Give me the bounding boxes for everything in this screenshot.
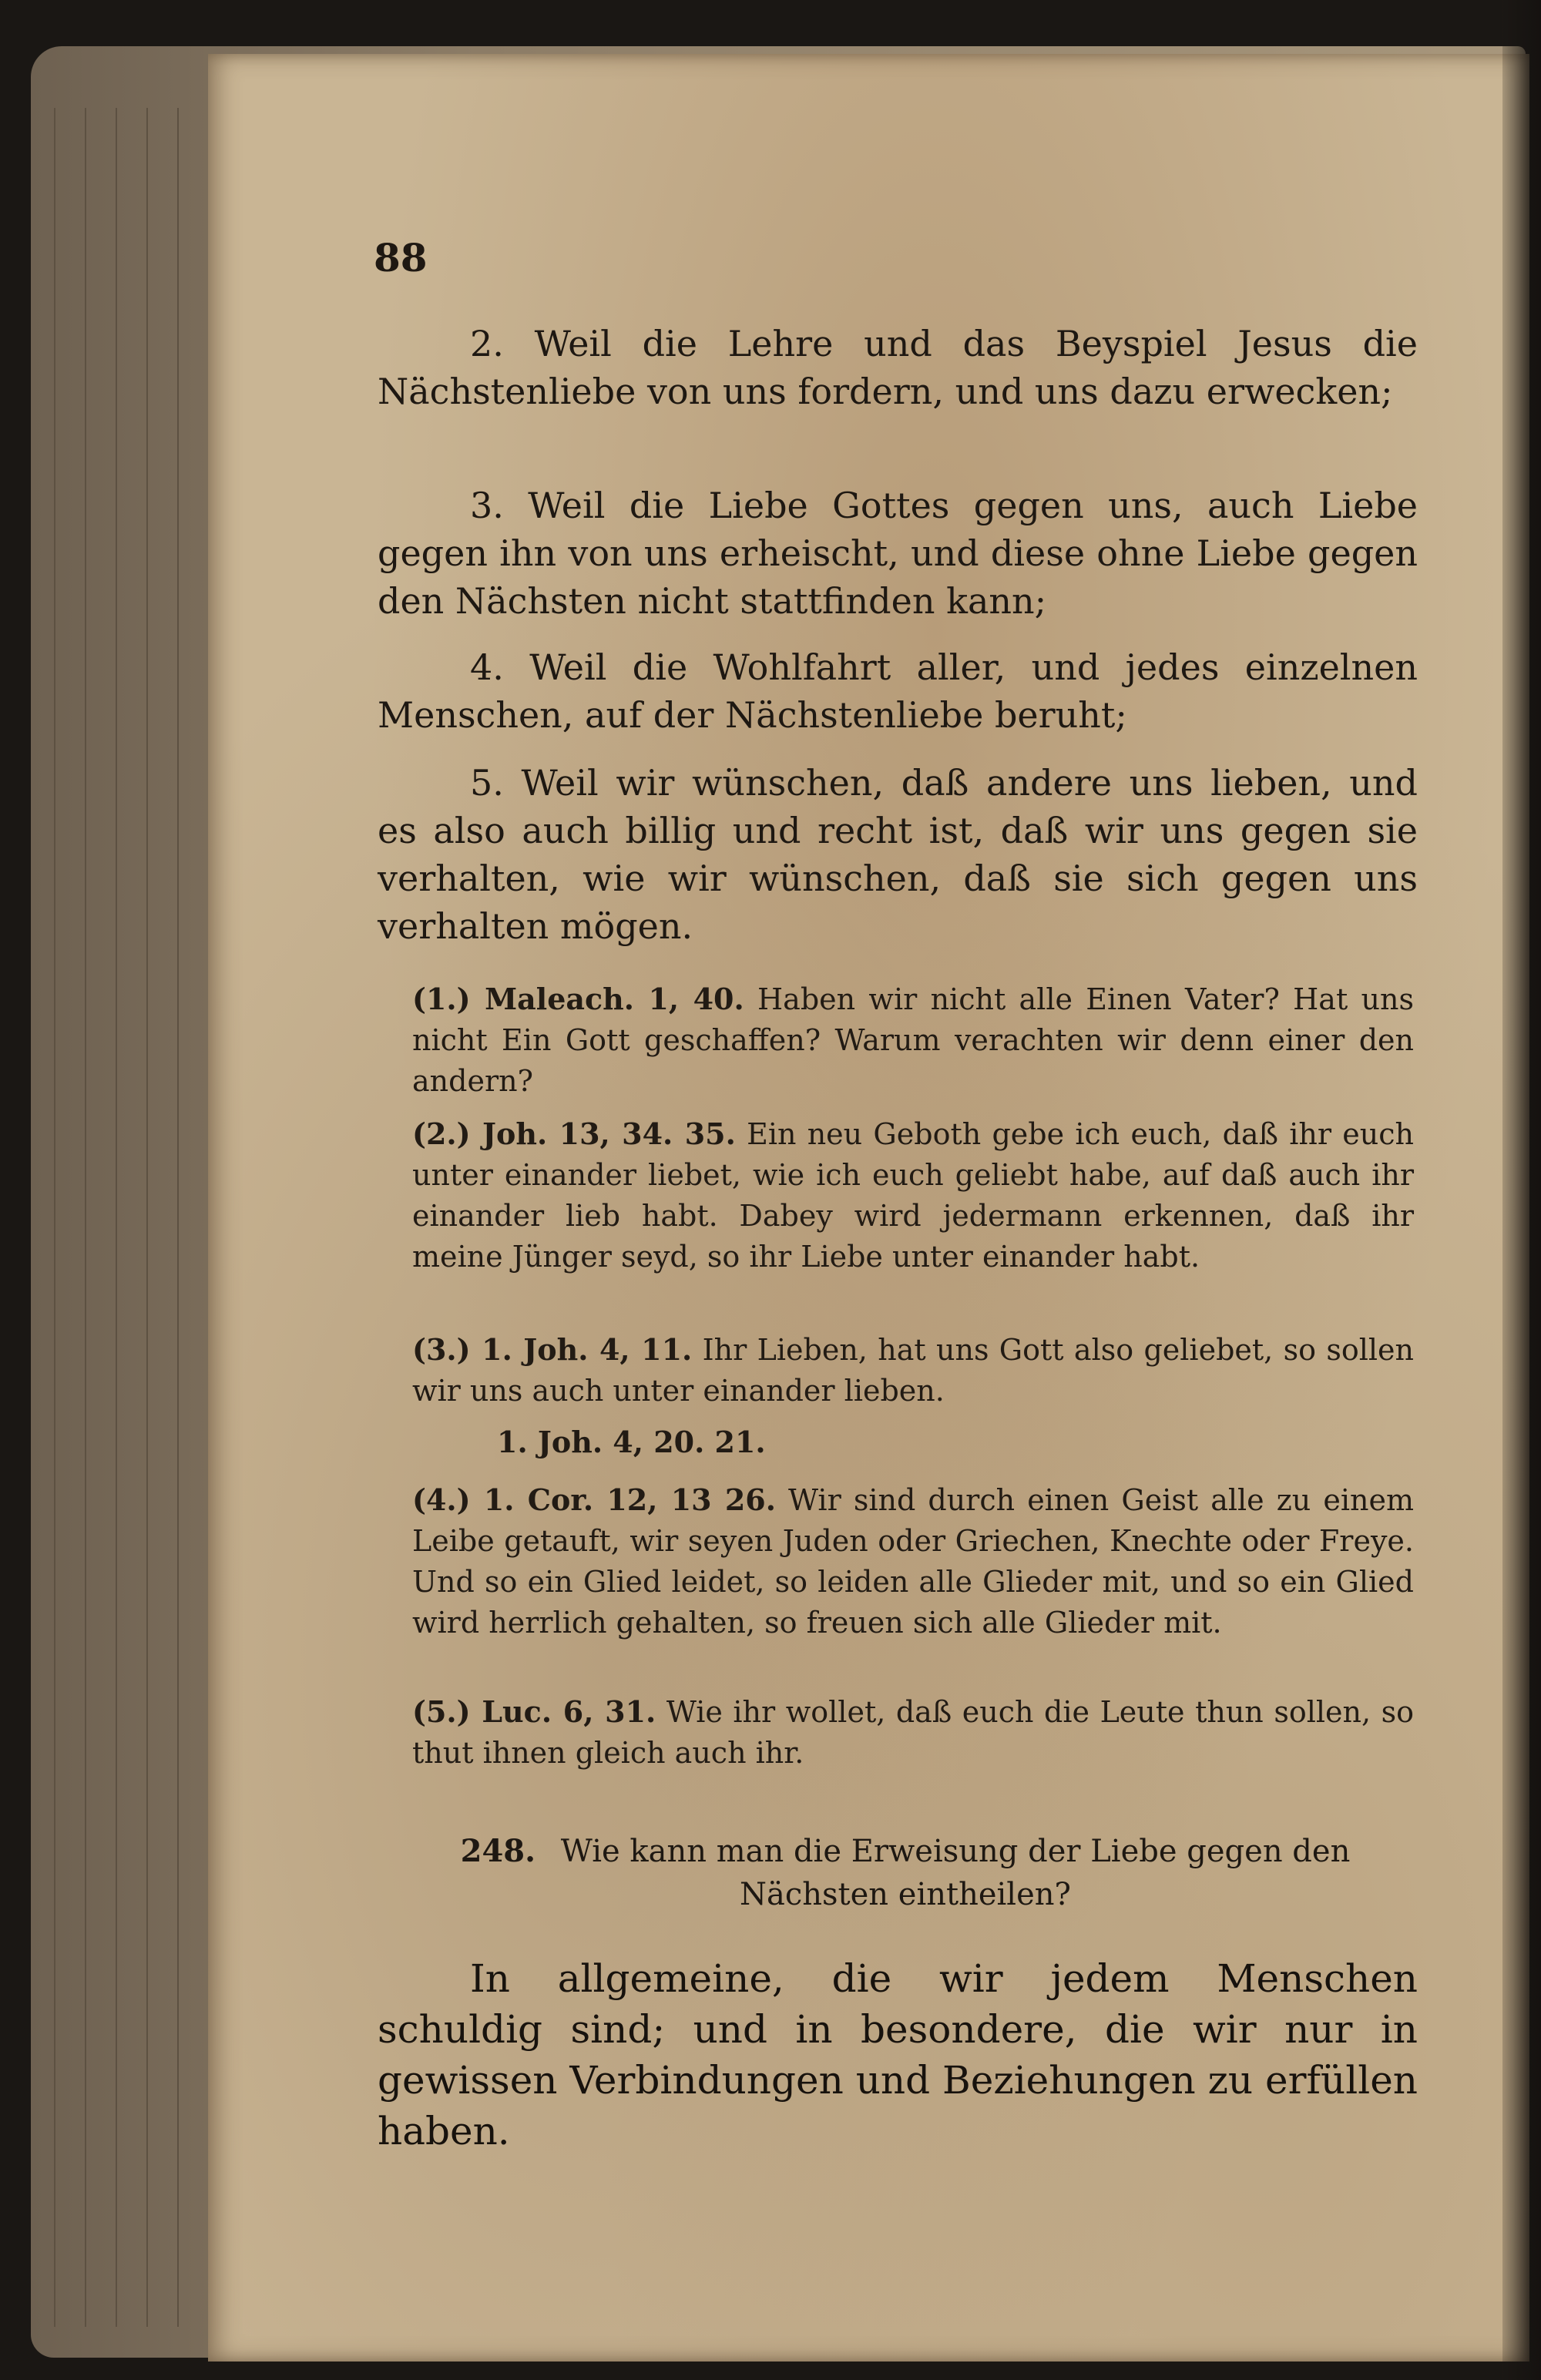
footnote-text: Wie ihr wollet, daß euch die Leute thun sollen, so thut ihnen gleich auch ihr. [412,1695,1414,1770]
footnote-text: Ein neu Geboth gebe ich euch, daß ihr euch unter einander liebet, wie ich euch geliebt habe, auf daß auch ihr einander lieb habt. Dabey wird jedermann erkennen, daß ihr meine Jünger seyd, so ihr Liebe unter einander habt. [412,1117,1414,1274]
footnote-ref: (5.) Luc. 6, 31. [412,1694,656,1729]
footnote-3-extra-ref: 1. Joh. 4, 20. 21. [497,1425,766,1459]
footnote-ref: (3.) 1. Joh. 4, 11. [412,1332,693,1367]
question-number: 248. [460,1833,536,1869]
question-248 [431,1830,1379,1916]
page-number: 88 [374,235,428,280]
footnote-1 [412,979,1414,1102]
reason-5: 5. Weil wir wünschen, daß andere uns lieben, und es also auch billig und recht ist, daß wir uns gegen sie verhalten, wie wir wünschen, daß sie sich gegen uns verhalten mögen. [378,762,1418,947]
footnote-ref: (4.) 1. Cor. 12, 13 26. [412,1482,776,1517]
footnote-text: Wir sind durch einen Geist alle zu einem Leibe getauft, wir seyen Juden oder Griechen, Knechte oder Freye. Und so ein Glied leidet, so leiden alle Glieder mit, und so ein Glied wird herrlich gehalten, so freuen sich alle Glieder mit. [412,1483,1414,1640]
page-edge [54,108,62,2327]
page-edge [85,108,92,2327]
reason-2: 2. Weil die Lehre und das Beyspiel Jesus die Nächstenliebe von uns fordern, und uns dazu erwecken; [378,323,1418,412]
answer-248: In allgemeine, die wir jedem Menschen schuldig sind; und in besondere, die wir nur in gewissen Verbindungen und Beziehungen zu erfüllen haben. [378,1956,1418,2153]
reason-4: 4. Weil die Wohlfahrt aller, und jedes einzelnen Menschen, auf der Nächstenliebe beruht; [378,646,1418,736]
question-text: Wie kann man die Erweisung der Liebe gegen den Nächsten eintheilen? [560,1834,1351,1912]
footnote-3 [412,1329,1414,1412]
footnote-5 [412,1691,1414,1774]
reason-3: 3. Weil die Liebe Gottes gegen uns, auch Liebe gegen ihn von uns erheischt, und diese ohne Liebe gegen den Nächsten nicht stattfinden kann; [378,485,1418,622]
page-edge [146,108,154,2327]
footnote-2 [412,1113,1414,1277]
page-edge [177,108,185,2327]
page-edge [116,108,123,2327]
footnote-ref: (1.) Maleach. 1, 40. [412,982,744,1016]
footnote-text: Ihr Lieben, hat uns Gott also geliebet, so sollen wir uns auch unter einander lieben. [412,1333,1414,1408]
footnote-4 [412,1479,1414,1643]
gutter-shadow [1502,0,1541,2380]
footnote-text: Haben wir nicht alle Einen Vater? Hat uns nicht Ein Gott geschaffen? Warum verachten wir denn einer den andern? [412,982,1414,1098]
footnote-ref: (2.) Joh. 13, 34. 35. [412,1116,736,1151]
